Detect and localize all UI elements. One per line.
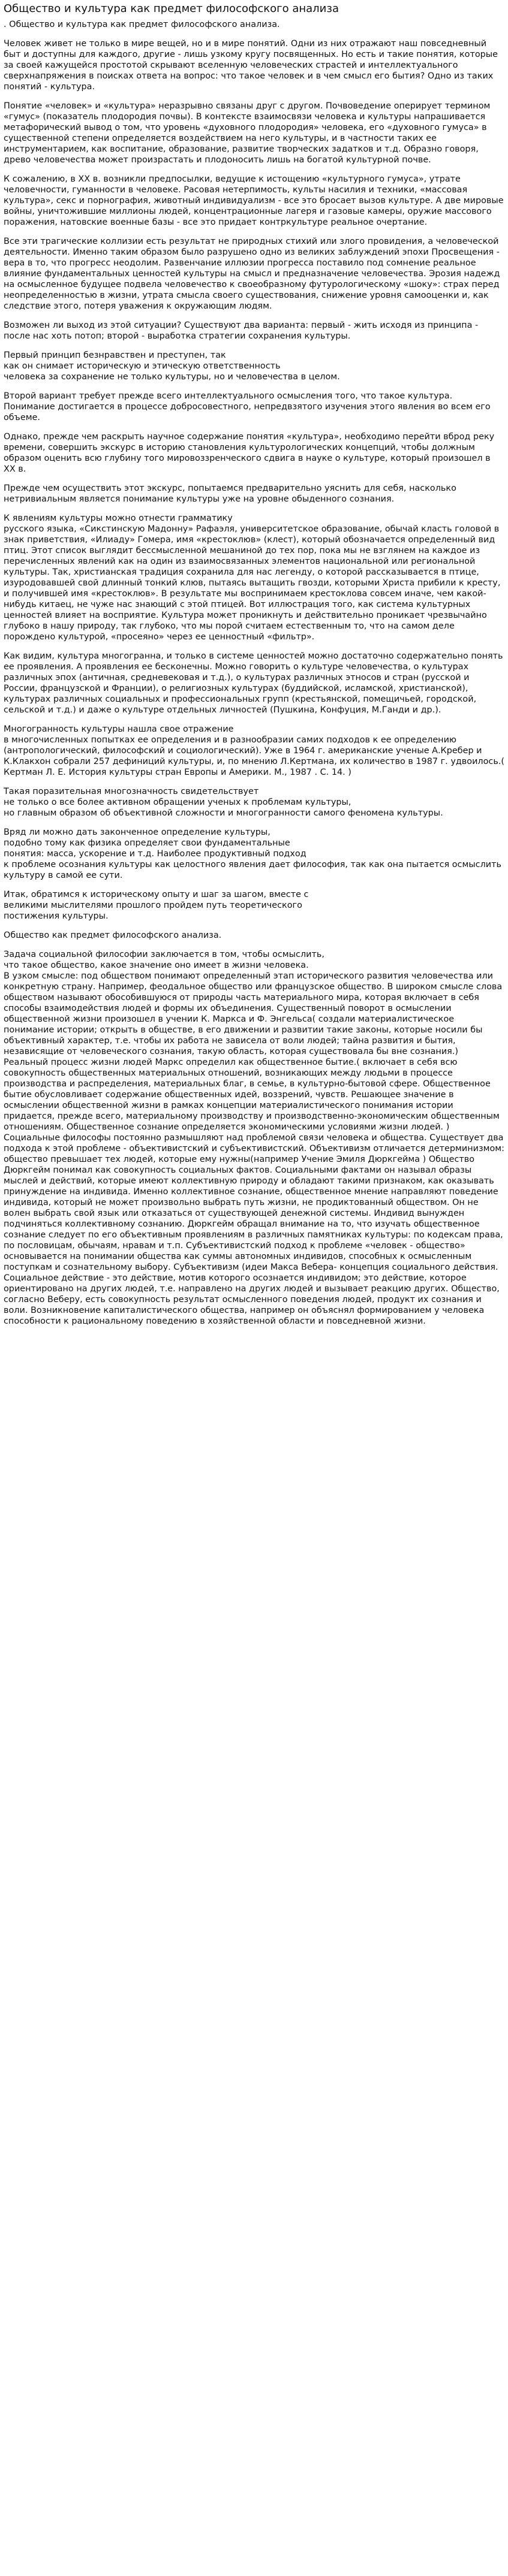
paragraph: Однако, прежде чем раскрыть научное содержание понятия «культура», необходимо перейти вброд реку времени, совершить экскурс в историю становления культурологических концепций, чтобы должным образом оценить всю глубину того мировоззренческого сдвига в науке о культуре, который произошел в ХХ в. [4,432,495,474]
paragraph: Все эти трагические коллизии есть результат не природных стихий или злого провидения, а человеческой деятельности. Именно таким образом было разрушено одно из великих заблуждений эпохи Просвещения - вера в то, что прогресс неодолим. Развенчание иллюзии прогресса поставило под сомнение реальное влияние фундаментальных ценностей культуры на смысл и предназначение человечества. Эрозия надежд на осмысленное будущее подвела человечество к своеобразному футурологическому «шоку»: страх перед неопределенностью в жизни, утрата смысла своего существования, снижение уровня самооценки и, как следствие этого, потеря уважения к окружающим людям. [4,237,500,311]
final-paragraph: Задача социальной философии заключается в том, чтобы осмыслить, что такое общество, какое значение оно имеет в жизни человека. В узком смысле: под обществом понимают определенный этап исторического развития человечества или конкретную страну. Например, феодальное общество или французское общество. В широком смысле слова обществом называют обособившуюся от природы часть материального мира, которая включает в себя способы взаимодействия людей и формы их объединения. Существенный поворот в осмыслении общественной жизни произошел в учении К. Маркса и Ф. Энгельса( создали материалистическое понимание истории; открыть в обществе, в его движении и развитии такие законы, которые носили бы объективный характер, т.е. чтобы их работа не зависела от воли людей; тайна развития и бытия, независящие от человеческого сознания, такую область, которая существовала бы вне сознания.) Реальный процесс жизни людей Маркс определил как общественное бытие.( включает в себя всю совокупность общественных материальных отношений, возникающих между людьми в процессе производства и распределения, материальных благ, в семье, в культурно-бытовой сфере. Общественное бытие обусловливает содержание общественных идей, воззрений, чувств. Решающее значение в осмыслении общественной жизни в рамках концепции материалистического понимания истории придается, прежде всего, материальному производству и производственно-экономическим общественным отношениям. Общественное сознание определяется экономическими условиями жизни людей. ) Социальные философы постоянно размышляют над проблемой связи человека и общества. Существует два подхода к этой проблеме - объективистский и субъективистский. Объективизм отличается детерминизмом: общество превышает тех людей, которые ему нужны(например Учение Эмиля Дюркгейма ) Общество Дюркгейм понимал как совокупность социальных фактов. Социальными фактами он называл образы мыслей и действий, которые имеют коллективную природу и обладают такими признаком, как оказывать принуждение на индивида. Именно коллективное сознание, общественное мнение направляют поведение индивида, который не может произвольно выбрать путь жизни, не продиктованный обществом. Он не волен выбрать свой язык или отказаться от существующей денежной системы. Индивид вынужден подчиняться коллективному сознанию. Дюркгейм обращал внимание на то, что изучать общественное сознание следует по его объективным проявлениям в различных памятниках культуры: по кодексам права, по пословицам, обычаям, нравам и т.п. Субъективистский подход к проблеме «человек - общество» основывается на понимании общества как суммы автономных индивидов, способных к осмысленным поступкам и сознательному выбору. Субъективизм (идеи Макса Вебера- концепция социального действия. Социальное действие - это действие, мотив которого осознается индивидом; это действие, которое ориентировано на других людей, т.е. направлено на других людей и вызывает реакцию других. Общество, согласно Веберу, есть совокупность результат осмысленного поведения людей, продукт их сознания и воли. Возникновение капиталистического общества, например он объяснял формированием у человека способности к рациональному поведению в хозяйственной области и повседневной жизни. [4,950,505,1326]
paragraph: Такая поразительная многозначность свидетельствует не только о все более активном обращении ученых к проблемам культуры, но главным образом об объективной сложности и многогранности самого феномена культуры. [4,787,443,818]
paragraph: Первый принцип безнравствен и преступен, так как он снимает историческую и этическую ответственность человека за сохранение не только культуры, но и человечества в целом. [4,351,340,382]
paragraph: Понятие «человек» и «культура» неразрывно связаны друг с другом. Почвоведение оперирует термином «гумус» (показатель плодородия почвы). В контексте взаимосвязи человека и культуры напрашивается метафорический вывод о том, что уровень «духовного плодородия» человека, его «духовного гумуса» в существенной степени определяется воздействием на него культуры, и в частности таких ее инструментарием, как воспитание, образование, развитие творческих задатков и т.д. Образно говоря, древо человечества может произрастать и плодоносить лишь на богатой культурной почве. [4,101,491,165]
document-page [0,2,508,1342]
section-heading: Общество как предмет философского анализа. [4,931,222,940]
paragraph-list [4,19,504,922]
paragraph: Человек живет не только в мире вещей, но и в мире понятий. Одни из них отражают наш повседневный быт и доступны для каждого, другие - лишь узкому кругу посвященных. Но есть и такие понятия, которые за своей кажущейся простотой скрывают вселенную человеческих страстей и интеллектуального сверхнапряжения в поисках ответа на вопрос: что такое человек и в чем смысл его бытия? Одно из таких понятий - культура. [4,39,498,92]
paragraph: . Общество и культура как предмет философского анализа. [4,20,280,29]
paragraph: Второй вариант требует прежде всего интеллектуального осмысления того, что такое культура. Понимание достигается в процессе добросовестного, непредвзятого изучения этого явления во всем его объеме. [4,391,491,422]
paragraph: Возможен ли выход из этой ситуации? Существуют два варианта: первый - жить исходя из принципа - после нас хоть потоп; второй - выработка стратегии сохранения культуры. [4,321,479,341]
paragraph: Итак, обратимся к историческому опыту и шаг за шагом, вместе с великими мыслителями прошлого пройдем путь теоретического постижения культуры. [4,890,309,921]
paragraph: Многогранность культуры нашла свое отражение в многочисленных попытках ее определения и в разнообразии самих подходов к ее определению (антропологический, философский и социологический). Уже в 1964 г. американские ученые А.Кребер и К.Клакхон собрали 257 дефиниций культуры, и, по мнению Л.Кертмана, их количество в 1987 г. удвоилось.( Кертман Л. Е. История культуры стран Европы и Америки. М., 1987 . С. 14. ) [4,724,505,777]
paragraph: Вряд ли можно дать законченное определение культуры, подобно тому как физика определяет свои фундаментальные понятия: масса, ускорение и т.д. Наиболее продуктивный подход к проблеме осознания культуры как целостного явления дает философия, так как она пытается осмыслить культуру в самой ее сути. [4,828,502,880]
paragraph: Прежде чем осуществить этот экскурс, попытаемся предварительно уяснить для себя, насколько нетривиальным является понимание культуры уже на уровне обыденного сознания. [4,484,456,504]
document-title: Общество и культура как предмет философского анализа [4,2,339,15]
paragraph: К явлениям культуры можно отнести грамматику русского языка, «Сикстинскую Мадонну» Рафаэля, университетское образование, обычай класть головой в знак приветствия, «Илиаду» Гомера, имя «крестоклюв» (клест), который обозначается определенный вид птиц. Этот список выглядит бессмысленной мешаниной до тех пор, пока мы не взглянем на каждое из перечисленных явлений как на один из взаимосвязанных элементов национальной или региональной культуры. Так, христианская традиция сохранила для нас легенду, о которой рассказывается в птице, изуродовавшей свой длинный тонкий клюв, пытаясь вытащить гвозди, которыми Христа прибили к кресту, и получившей имя «крестоклюв». В результате мы воспринимаем крестоклова совсем иначе, чем какой-нибудь китаец, не чуже нас знающий с этой птицей. Вот иллюстрация того, как система культурных ценностей влияет на восприятие. Культура может проникнуть и действительно проникает чрезвычайно глубоко в нашу природу, так глубоко, что мы порой считаем естественным то, что на самом деле порождено культурой, «просеяно» через ее ценностный «фильтр». [4,514,501,642]
paragraph: Как видим, культура многогранна, и только в системе ценностей можно достаточно содержательно понять ее проявления. А проявления ее бесконечны. Можно говорить о культуре человечества, о культурах различных эпох (античная, средневековая и т.д.), о культурах различных этносов и стран (русской и России, французской и Франции), о религиозных культурах (буддийской, исламской, христианской), культурах различных социальных и профессиональных групп (крестьянской, помещичьей, городской, сельской и т.д.) и даже о культуре отдельных личностей (Пушкина, Конфуция, М.Ганди и др.). [4,651,503,715]
paragraph: К сожалению, в ХХ в. возникли предпосылки, ведущие к истощению «культурного гумуса», утрате человечности, гуманности в человеке. Расовая нетерпимость, культы насилия и техники, «массовая культура», секс и порнография, животный индивидуализм - все это бросает вызов культуре. А две мировые войны, уничтожившие миллионы людей, концентрационные лагеря и газовые камеры, оружие массового поражения, натовские военные базы - все это придает контркультуре реальное очертание. [4,174,504,227]
